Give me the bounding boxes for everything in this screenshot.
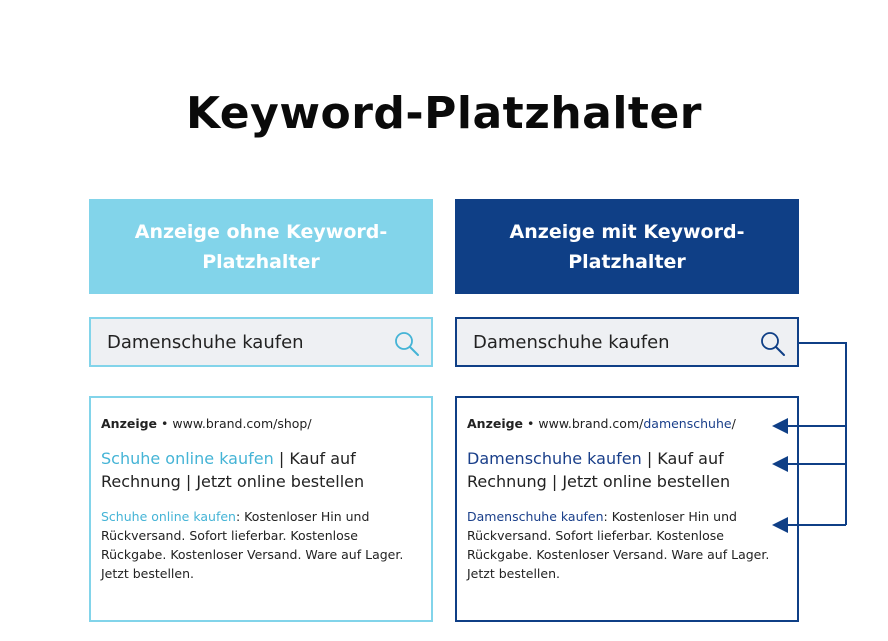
ad-separator: • <box>523 416 539 431</box>
column-header-without-placeholder: Anzeige ohne Keyword-Platzhalter <box>89 199 433 294</box>
headline-rest: | Kauf auf Rechnung | Jetzt online bestellen <box>467 449 731 491</box>
page-title: Keyword-Platzhalter <box>185 88 702 139</box>
description-keyword: Schuhe online kaufen <box>101 509 236 524</box>
ad-url-tail: / <box>731 416 736 431</box>
ad-url-keyword: damenschuhe <box>643 416 732 431</box>
description-rest: : Kostenloser Hin und Rückversand. Sofort lieferbar. Kostenlose Rückgabe. Kostenloser Versand. Ware auf Lager. Jetzt bestellen. <box>467 509 770 581</box>
description-rest: : Kostenloser Hin und Rückversand. Sofort lieferbar. Kostenlose Rückgabe. Kostenloser Versand. Ware auf Lager. Jetzt bestellen. <box>101 509 404 581</box>
ad-url-base: www.brand.com/ <box>538 416 644 431</box>
ad-separator: • <box>157 416 173 431</box>
ad-label: Anzeige <box>101 416 158 431</box>
search-query: Damenschuhe kaufen <box>473 331 670 353</box>
ad-url[interactable]: www.brand.com/shop/ <box>172 416 312 431</box>
column-header-with-placeholder: Anzeige mit Keyword-Platzhalter <box>455 199 799 294</box>
headline-keyword: Schuhe online kaufen <box>101 449 274 468</box>
connector-line <box>799 343 846 525</box>
search-query: Damenschuhe kaufen <box>107 331 304 353</box>
ad-label: Anzeige <box>467 416 524 431</box>
headline-keyword: Damenschuhe kaufen <box>467 449 642 468</box>
headline-rest: | Kauf auf Rechnung | Jetzt online bestellen <box>101 449 365 491</box>
description-keyword: Damenschuhe kaufen <box>467 509 604 524</box>
